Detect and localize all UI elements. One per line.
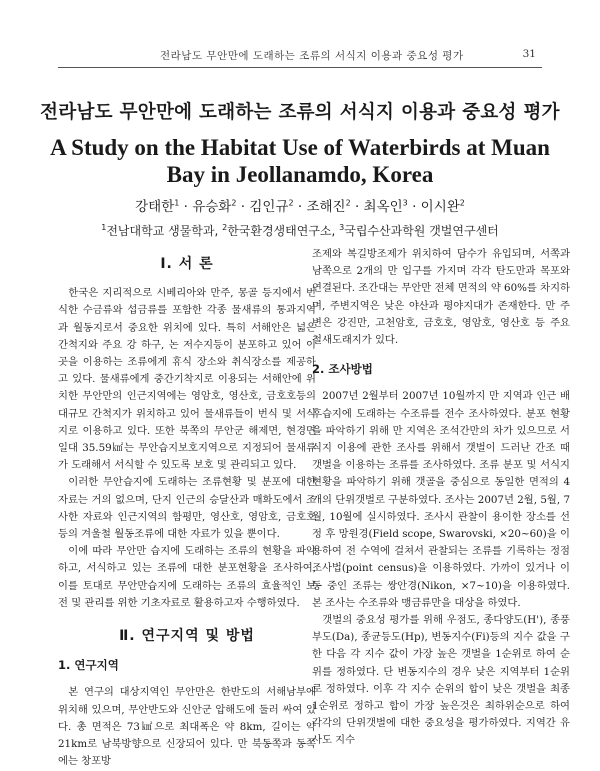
body-paragraph: 2007년 2월부터 2007년 10월까지 만 지역과 인근 배후습지에 도래하는 수조류를 전수 조사하였다. 분포 현황을 파악하기 위해 만 지역은 조석간만의 차가 있으므로 서식지 이용에 관한 조사를 위해서 갯벌이 드러난 간조 때 갯벌을 이용하는 조류를 조사하였다. 조류 분포 및 서식지 현황을 파악하기 위해 갯골을 중심으로 동일한 면적의 4개의 단위갯벌로 구분하였다. 조사는 2007년 2월, 5월, 7월, 10월에 실시하였다. 조사시 관찰이 용이한 장소를 선정 후 망원경(Field scope, Swarovski, ×20~60)을 이용하여 전 수역에 걸쳐서 관찰되는 조류를 기록하는 정점조사법(point census)을 이용하였다. 가까이 있거나 이동 중인 조류는 쌍안경(Nikon, ×7~10)을 이용하였다. 본 조사는 수조류와 맹금류만을 대상을 하였다. [312,390,570,609]
body-paragraph: 이에 따라 무안만 습지에 도래하는 조류의 현황을 파악하고, 서식하고 있는 조류에 대한 분포현황을 조사하여, 이를 토대로 무안만습지에 도래하는 조류의 효율적인 보전 및 관리를 위한 기초자료로 활용하고자 수행하였다. [58,545,316,609]
author-affil-mark: 2 [459,198,465,208]
body-paragraph: 갯벌의 중요성 평가를 위해 우점도, 종다양도(H'), 종풍부도(Da), 종균등도(Hp), 변동지수(Fi)등의 지수 값을 구한 다음 각 지수 값이 가장 높은 갯벌을 1순위로 하여 순위를 정하였다. 단 변동지수의 경우 낮은 지역부터 1순위로 정하였다. 이후 각 지수 순위의 합이 낮은 갯벌을 최종 1순위로 정하고 합이 가장 높은것은 최하위순으로 하여 각각의 단위갯벌에 대한 중요성을 평가하였다. 지역간 유사도 지수 [312,614,570,747]
affiliation: 한국환경생태연구소, [227,224,340,238]
subsection-heading-survey-methods: 2. 조사방법 [312,362,373,377]
body-paragraph: 조제와 복길방조제가 위치하여 담수가 유입되며, 서쪽과 남쪽으로 2개의 만 입구를 가지며 각각 탄도만과 목포와 연결된다. 조간대는 무안만 전체 면적의 약 60%를 차지하며, 주변지역은 낮은 야산과 평야지대가 존재한다. 만 주변은 강진만, 고천암호, 금호호, 영암호, 영산호 등 주요 철새도래지가 있다. [312,248,570,347]
page-number: 31 [522,48,536,60]
affil-mark: 1 [101,223,107,232]
right-column [312,246,570,750]
author-name: 이시완 [420,199,460,215]
affiliation: 국립수산과학원 갯벌연구센터 [344,224,499,238]
author-list [40,195,560,215]
author-affil-mark: 2 [231,198,237,208]
body-paragraph: 본 연구의 대상지역인 무안만은 한반도의 서해남부에 위치해 있으며, 무안반도와 신안군 압해도에 둘러 싸여 있다. 총 면적은 73㎢으로 최대폭은 약 8km, 길이는 약 21km로 남북방향으로 신장되어 있다. 만 북동쪽과 동쪽에는 창포방 [58,686,316,768]
author-name: 강태한 [135,199,175,215]
author-name: 김인규 [249,199,289,215]
title-block [40,98,560,239]
author-affil-mark: 1 [174,198,180,208]
left-column [58,246,316,770]
author-name: 최옥인 [363,199,403,215]
author-affil-mark: 3 [402,198,408,208]
body-paragraph: 한국은 지리적으로 시베리아와 만주, 몽골 등지에서 번식한 수금류와 섭금류를 포함한 각종 물새류의 통과지역과 월동지로서 중요한 위치에 있다. 특히 서해안은 넓은 간척지와 주요 강 하구, 논 저수지등이 분포하고 있어 이곳을 이용하는 조류에게 휴식 장소와 취식장소를 제공하고 있다. 물새류에게 중간기착지로 이용되는 서해안에 위치한 무안만의 인근지역에는 영암호, 영산호, 금호호등의 대규모 간척지가 위치하고 있어 물새류들이 번식 및 서식지로 이용하고 있다. 또한 북쪽의 무안군 해제면, 현경면일대 35.59㎢는 무안습지보호지역으로 지정되어 물새류가 도래해서 서식할 수 있도록 보호 및 관리되고 있다. [58,287,316,472]
author-separator: · [297,199,303,215]
affil-mark: 2 [222,223,228,232]
author-name: 조해진 [306,199,346,215]
subsection-heading-study-area: 1. 연구지역 [58,658,119,673]
affiliation: 전남대학교 생물학과, [106,224,223,238]
body-paragraph: 이러한 무안습지에 도래하는 조류현황 및 분포에 대한 자료는 거의 없으며, 단지 인근의 승달산과 매화도에서 조사한 자료와 인근지역의 함평만, 영산호, 영암호, 금호호 등의 겨울철 월동조류에 대한 자료가 있을 뿐이다. [58,476,316,541]
author-separator: · [412,199,417,215]
section-heading-methods: Ⅱ. 연구지역 및 방법 [119,628,255,645]
author-separator: · [240,199,246,215]
author-affil-mark: 2 [345,198,351,208]
section-heading-introduction: Ⅰ. 서 론 [160,256,214,272]
author-affil-mark: 2 [288,198,294,208]
running-title: 전라남도 무안만에 도래하는 조류의 서식지 이용과 중요성 평가 [160,50,464,62]
author-separator: · [183,199,188,215]
title-korean: 전라남도 무안만에 도래하는 조류의 서식지 이용과 중요성 평가 [40,102,560,123]
author-name: 유승화 [192,199,232,215]
affil-mark: 3 [339,223,345,232]
author-separator: · [354,199,360,215]
running-header [0,48,600,66]
affiliations [40,222,560,239]
header-rule [58,67,542,68]
title-english: A Study on the Habitat Use of Waterbirds at Muan Bay in Jeollanamdo, Korea [50,135,550,187]
